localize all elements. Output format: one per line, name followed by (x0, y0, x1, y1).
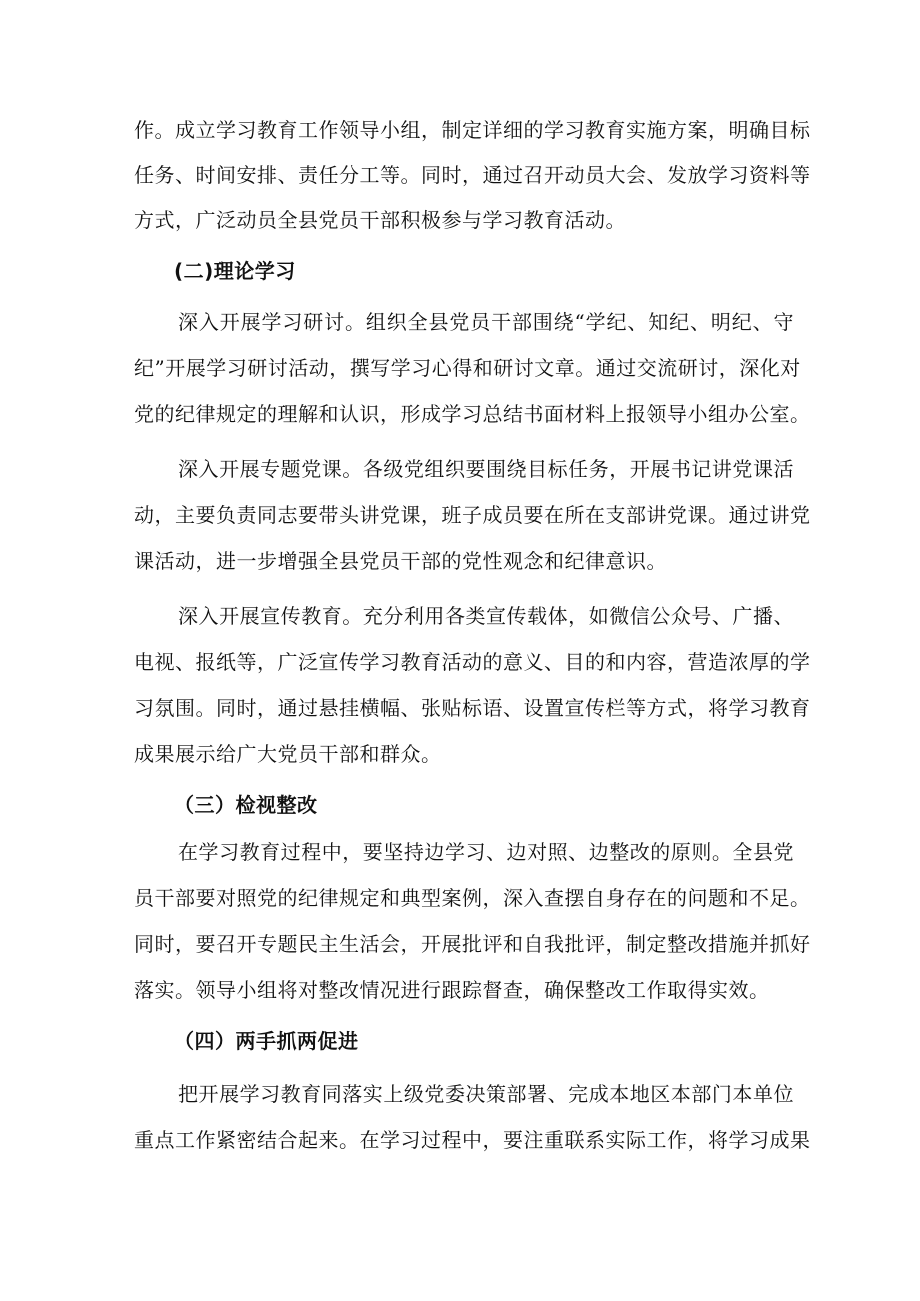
paragraph-line: 习氛围。同时，通过悬挂横幅、张贴标语、设置宣传栏等方式，将学习教育 (134, 696, 811, 720)
paragraph-line: 深入开展学习研讨。组织全县党员干部围绕“学纪、知纪、明纪、守 (178, 310, 794, 334)
paragraph-line: 同时，要召开专题民主生活会，开展批评和自我批评，制定整改措施并抓好 (134, 932, 811, 956)
paragraph-line: 把开展学习教育同落实上级党委决策部署、完成本地区本部门本单位 (178, 1082, 794, 1106)
paragraph-line: 重点工作紧密结合起来。在学习过程中，要注重联系实际工作，将学习成果 (134, 1128, 811, 1152)
paragraph-line: 深入开展专题党课。各级党组织要围绕目标任务，开展书记讲党课活 (178, 457, 794, 481)
paragraph-line: 党的纪律规定的理解和认识，形成学习总结书面材料上报领导小组办公室。 (134, 402, 811, 426)
paragraph-line: 动，主要负责同志要带头讲党课，班子成员要在所在支部讲党课。通过讲党 (134, 503, 811, 527)
section-heading-review-rectify: （三）检视整改 (174, 793, 318, 817)
section-heading-two-hands: （四）两手抓两促进 (174, 1029, 359, 1053)
paragraph-line: 落实。领导小组将对整改情况进行跟踪督查，确保整改工作取得实效。 (134, 978, 770, 1002)
paragraph-line: 纪”开展学习研讨活动，撰写学习心得和研讨文章。通过交流研讨，深化对 (134, 356, 801, 380)
paragraph-line: 在学习教育过程中，要坚持边学习、边对照、边整改的原则。全县党 (178, 840, 794, 864)
paragraph-line: 电视、报纸等，广泛宣传学习教育活动的意义、目的和内容，营造浓厚的学 (134, 650, 811, 674)
paragraph-line: 深入开展宣传教育。充分利用各类宣传载体，如微信公众号、广播、 (178, 604, 794, 628)
paragraph-line: 员干部要对照党的纪律规定和典型案例，深入查摆自身存在的问题和不足。 (134, 886, 811, 910)
section-heading-theory-study: (二)理论学习 (174, 259, 296, 283)
paragraph-line: 课活动，进一步增强全县党员干部的党性观念和纪律意识。 (134, 549, 667, 573)
paragraph-line: 作。成立学习教育工作领导小组，制定详细的学习教育实施方案，明确目标 (134, 118, 811, 142)
paragraph-line: 方式，广泛动员全县党员干部积极参与学习教育活动。 (134, 208, 626, 232)
paragraph-line: 成果展示给广大党员干部和群众。 (134, 742, 442, 766)
paragraph-line: 任务、时间安排、责任分工等。同时，通过召开动员大会、发放学习资料等 (134, 163, 811, 187)
